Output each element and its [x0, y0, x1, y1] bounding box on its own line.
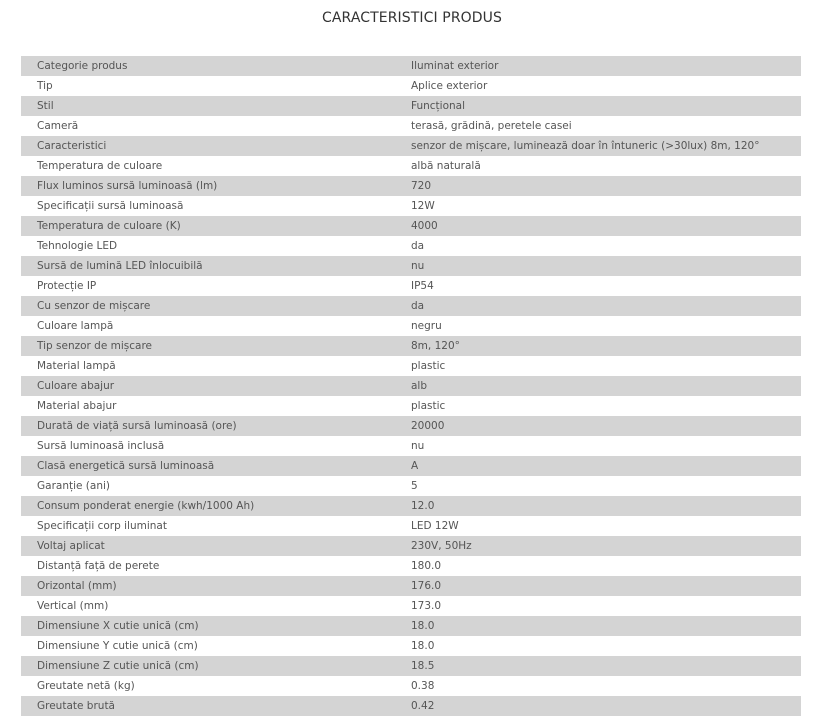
spec-label: Specificații sursă luminoasă [37, 200, 184, 212]
spec-row [21, 416, 801, 436]
spec-label: Categorie produs [37, 60, 128, 72]
spec-value: 8m, 120° [411, 340, 460, 352]
spec-value: 20000 [411, 420, 445, 432]
spec-value: negru [411, 320, 442, 332]
spec-value: 5 [411, 480, 418, 492]
spec-table [21, 56, 801, 716]
spec-value: 18.5 [411, 660, 435, 672]
spec-row [21, 256, 801, 276]
spec-row [21, 396, 801, 416]
spec-value: Funcțional [411, 100, 466, 112]
spec-label: Material lampă [37, 360, 116, 372]
spec-row [21, 116, 801, 136]
spec-value: LED 12W [411, 520, 459, 532]
spec-label: Cu senzor de mișcare [37, 300, 151, 312]
spec-value: plastic [411, 360, 446, 372]
spec-label: Culoare lampă [37, 320, 114, 332]
spec-row [21, 516, 801, 536]
spec-label: Flux luminos sursă luminoasă (lm) [37, 180, 218, 192]
spec-value: 0.38 [411, 680, 435, 692]
spec-value: da [411, 240, 425, 252]
spec-value: Aplice exterior [411, 80, 488, 92]
spec-value: 720 [411, 180, 432, 192]
spec-label: Sursă luminoasă inclusă [37, 440, 165, 452]
spec-label: Tip senzor de mișcare [37, 340, 153, 352]
spec-row [21, 156, 801, 176]
spec-label: Material abajur [37, 400, 117, 412]
section-title: CARACTERISTICI PRODUS [322, 10, 502, 26]
spec-label: Dimensiune X cutie unică (cm) [37, 620, 199, 632]
spec-value: 18.0 [411, 620, 435, 632]
spec-label: Vertical (mm) [37, 600, 109, 612]
spec-label: Temperatura de culoare [37, 160, 163, 172]
spec-row [21, 676, 801, 696]
spec-label: Tip [37, 80, 53, 92]
spec-label: Dimensiune Y cutie unică (cm) [37, 640, 198, 652]
spec-label: Culoare abajur [37, 380, 115, 392]
spec-row [21, 76, 801, 96]
spec-label: Greutate brută [37, 700, 115, 712]
spec-value: 176.0 [411, 580, 442, 592]
spec-row [21, 616, 801, 636]
spec-label: Cameră [37, 120, 79, 132]
spec-label: Clasă energetică sursă luminoasă [37, 460, 215, 472]
spec-row [21, 96, 801, 116]
spec-row [21, 296, 801, 316]
spec-value: 12W [411, 200, 435, 212]
spec-value: 4000 [411, 220, 438, 232]
spec-value: 180.0 [411, 560, 442, 572]
spec-label: Voltaj aplicat [37, 540, 105, 552]
spec-value: nu [411, 440, 425, 452]
spec-row [21, 456, 801, 476]
spec-row [21, 136, 801, 156]
spec-row [21, 696, 801, 716]
spec-value: da [411, 300, 425, 312]
spec-label: Stil [37, 100, 54, 112]
spec-row [21, 56, 801, 76]
spec-row [21, 536, 801, 556]
spec-value: 0.42 [411, 700, 435, 712]
spec-value: IP54 [411, 280, 434, 292]
spec-value: plastic [411, 400, 446, 412]
spec-row [21, 316, 801, 336]
spec-value: 230V, 50Hz [411, 540, 472, 552]
spec-value: 12.0 [411, 500, 435, 512]
spec-row [21, 556, 801, 576]
spec-value: A [411, 460, 419, 472]
spec-value: albă naturală [411, 160, 481, 172]
spec-label: Specificații corp iluminat [37, 520, 167, 532]
spec-row [21, 236, 801, 256]
spec-label: Durată de viață sursă luminoasă (ore) [37, 420, 237, 432]
spec-label: Caracteristici [37, 140, 107, 152]
spec-row [21, 496, 801, 516]
spec-row [21, 336, 801, 356]
spec-value: 173.0 [411, 600, 442, 612]
spec-row [21, 176, 801, 196]
spec-row [21, 656, 801, 676]
spec-label: Greutate netă (kg) [37, 680, 135, 692]
spec-value: alb [411, 380, 428, 392]
spec-row [21, 216, 801, 236]
spec-label: Orizontal (mm) [37, 580, 117, 592]
spec-label: Consum ponderat energie (kwh/1000 Ah) [37, 500, 255, 512]
spec-row [21, 476, 801, 496]
spec-label: Garanție (ani) [37, 480, 111, 492]
spec-row [21, 636, 801, 656]
spec-row [21, 576, 801, 596]
spec-row [21, 276, 801, 296]
spec-label: Sursă de lumină LED înlocuibilă [37, 260, 203, 272]
spec-value: nu [411, 260, 425, 272]
spec-label: Protecție IP [37, 280, 97, 292]
spec-label: Distanță față de perete [37, 560, 160, 572]
spec-row [21, 596, 801, 616]
spec-value: 18.0 [411, 640, 435, 652]
spec-label: Dimensiune Z cutie unică (cm) [37, 660, 199, 672]
spec-label: Tehnologie LED [37, 240, 118, 252]
spec-value: senzor de mișcare, luminează doar în întuneric (>30lux) 8m, 120° [411, 140, 760, 152]
spec-value: terasă, grădină, peretele casei [411, 120, 572, 132]
spec-value: Iluminat exterior [411, 60, 499, 72]
spec-label: Temperatura de culoare (K) [37, 220, 181, 232]
spec-row [21, 196, 801, 216]
spec-row [21, 356, 801, 376]
spec-row [21, 436, 801, 456]
spec-row [21, 376, 801, 396]
